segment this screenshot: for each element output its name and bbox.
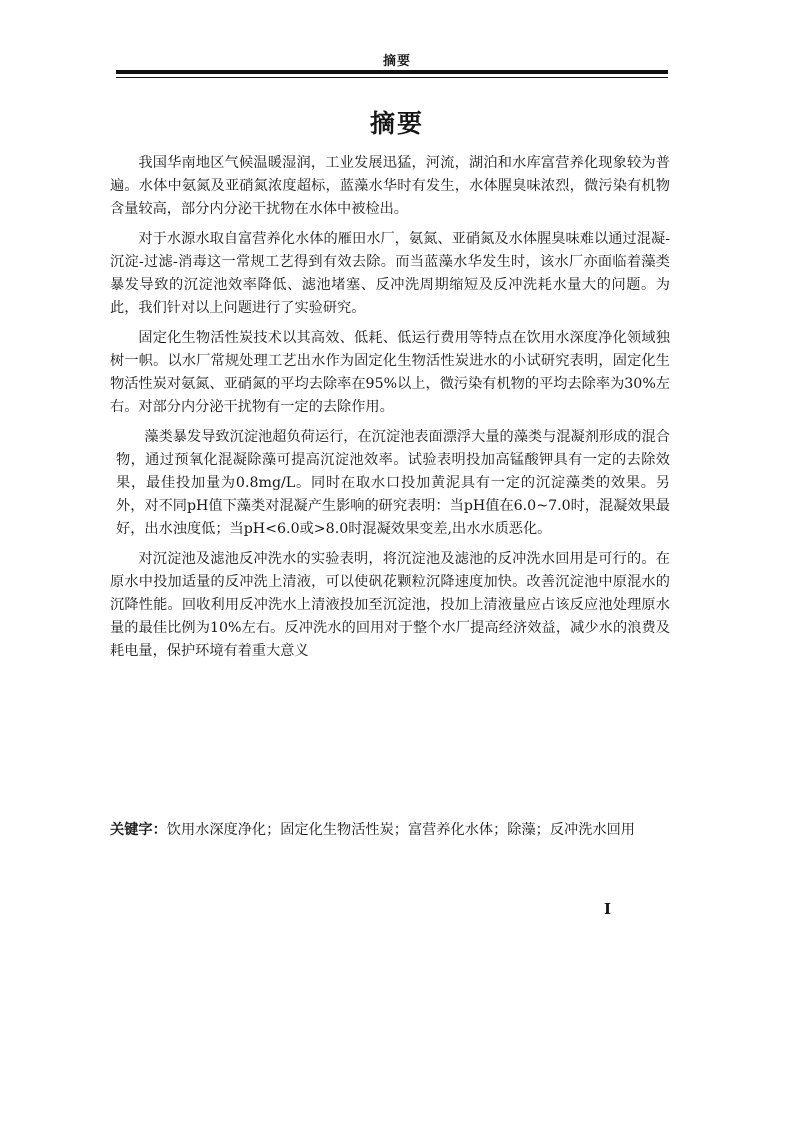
running-header: 摘要: [382, 54, 411, 69]
header-rule-thick: [116, 70, 668, 74]
abstract-body: [110, 152, 670, 670]
abstract-paragraph-5: 对沉淀池及滤池反冲洗水的实验表明，将沉淀池及滤池的反冲洗水回用是可行的。在原水中投加适量的反冲洗上清液，可以使矾花颗粒沉降速度加快。改善沉淀池中原混水的沉降性能。回收利用反冲洗水上清液投加至沉淀池，投加上清液量应占该反应池处理原水量的最佳比例为10%左右。反冲洗水的回用对于整个水厂提高经济效益，减少水的浪费及耗电量，保护环境有着重大意义: [110, 551, 670, 659]
keywords-label: 关键字：: [110, 822, 167, 838]
page-title: 摘要: [369, 109, 424, 138]
abstract-paragraph-4: 藻类暴发导致沉淀池超负荷运行，在沉淀池表面漂浮大量的藻类与混凝剂形成的混合物，通过预氧化混凝除藻可提高沉淀池效率。试验表明投加高锰酸钾具有一定的去除效果，最佳投加量为0.8mg/L。同时在取水口投加黄泥具有一定的沉淀藻类的效果。另外，对不同pH值下藻类对混凝产生影响的研究表明：当pH值在6.0~7.0时，混凝效果最好，出水浊度低；当pH<6.0或>8.0时混凝效果变差,出水水质恶化。: [116, 429, 670, 537]
abstract-paragraph-2: 对于水源水取自富营养化水体的雁田水厂，氨氮、亚硝氮及水体腥臭味难以通过混凝-沉淀-过滤-消毒这一常规工艺得到有效去除。而当蓝藻水华发生时，该水厂亦面临着藻类暴发导致的沉淀池效率降低、滤池堵塞、反冲洗周期缩短及反冲洗耗水量大的问题。为此，我们针对以上问题进行了实验研究。: [110, 231, 670, 316]
abstract-paragraph-1: 我国华南地区气候温暖湿润，工业发展迅猛，河流，湖泊和水库富营养化现象较为普遍。水体中氨氮及亚硝氮浓度超标，蓝藻水华时有发生，水体腥臭味浓烈，微污染有机物含量较高，部分内分泌干扰物在水体中被检出。: [110, 155, 670, 217]
page-number: I: [604, 900, 612, 918]
header-rule-thin: [116, 77, 668, 78]
abstract-paragraph-3: 固定化生物活性炭技术以其高效、低耗、低运行费用等特点在饮用水深度净化领域独树一帜。以水厂常规处理工艺出水作为固定化生物活性炭进水的小试研究表明，固定化生物活性炭对氨氮、亚硝氮的平均去除率在95%以上，微污染有机物的平均去除率为30%左右。对部分内分泌干扰物有一定的去除作用。: [110, 330, 670, 415]
keywords-text: 饮用水深度净化；固定化生物活性炭；富营养化水体；除藻；反冲洗水回用: [166, 822, 635, 838]
keywords-section: [110, 818, 670, 842]
